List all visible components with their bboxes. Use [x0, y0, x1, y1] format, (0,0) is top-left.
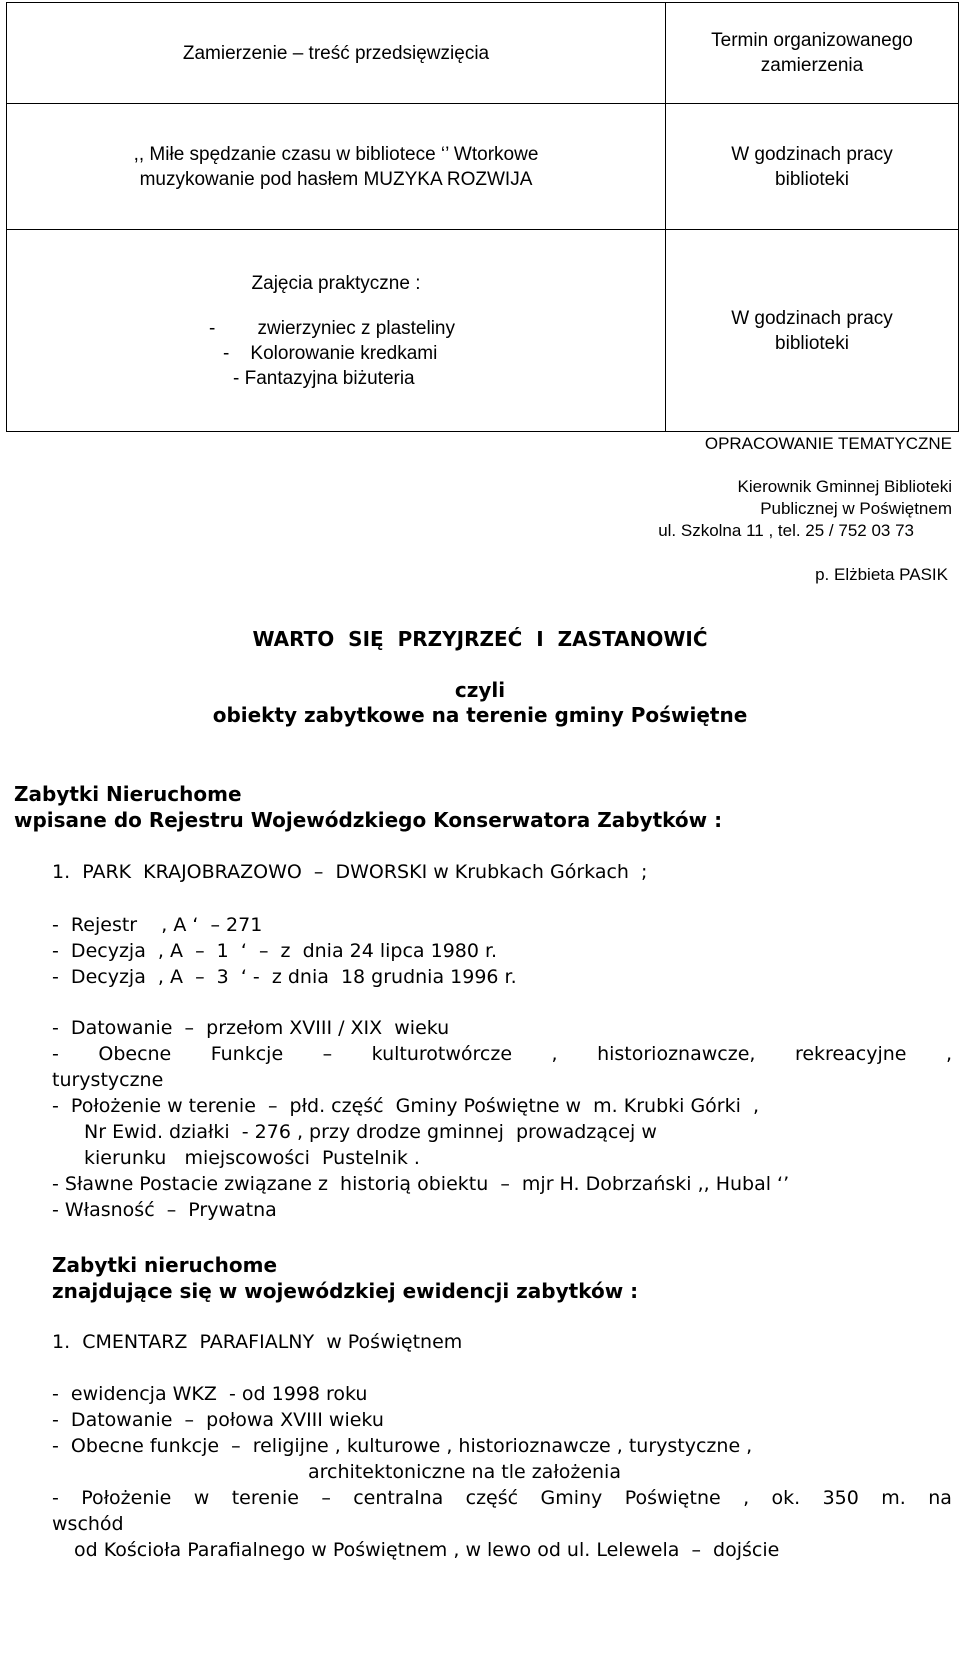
table-row — [7, 230, 959, 432]
word: ok. — [771, 1487, 801, 1509]
section1-line: - Położenie w terenie – płd. część Gminy Poświętne w m. Krubki Górki , — [52, 1095, 760, 1117]
section1-line: - Rejestr , A ‘ – 271 — [52, 914, 263, 936]
word: Położenie — [81, 1487, 172, 1509]
prepared-label: OPRACOWANIE TEMATYCZNE — [704, 434, 952, 453]
activity-line1: ,, Miłe spędzanie czasu w bibliotece ‘’ Wtorkowe — [133, 143, 539, 165]
word: terenie — [231, 1487, 299, 1509]
word: Obecne — [98, 1043, 172, 1065]
subtitle: obiekty zabytkowe na terenie gminy Poświętne — [212, 703, 748, 727]
main-title: WARTO SIĘ PRZYJRZEĆ I ZASTANOWIĆ — [252, 627, 708, 651]
section2-line: od Kościoła Parafialnego w Poświętnem , w lewo od ul. Lelewela – dojście — [74, 1539, 780, 1561]
word: , — [945, 1043, 952, 1065]
activity-cell — [7, 230, 666, 432]
word: Poświętne — [624, 1487, 721, 1509]
section2-line: wschód — [52, 1513, 124, 1535]
word: rekreacyjne — [794, 1043, 907, 1065]
section2-line: - Datowanie – połowa XVIII wieku — [52, 1409, 384, 1431]
section1-line: turystyczne — [52, 1069, 164, 1091]
date-cell — [666, 104, 959, 230]
prepared-by-block — [658, 476, 952, 542]
section2-location-line — [52, 1487, 952, 1509]
header-cell-date — [666, 3, 959, 104]
word: kulturotwórcze — [371, 1043, 513, 1065]
word: centralna — [353, 1487, 444, 1509]
activity-cell — [7, 104, 666, 230]
title-czyli: czyli — [454, 678, 506, 702]
section2-line: - Obecne funkcje – religijne , kulturowe , historioznawcze , turystyczne , — [52, 1435, 753, 1457]
activity-item: - Fantazyjna biżuteria — [232, 367, 415, 389]
word: - — [52, 1043, 59, 1065]
section2-line: architektoniczne na tle założenia — [308, 1461, 621, 1483]
word: – — [321, 1487, 331, 1509]
prepared-address: ul. Szkolna 11 , tel. 25 / 752 03 73 — [658, 521, 914, 540]
word: Gminy — [540, 1487, 603, 1509]
section1-item-title: 1. PARK KRAJOBRAZOWO – DWORSKI w Krubkach Górkach ; — [52, 861, 648, 883]
section1-line: Nr Ewid. działki - 276 , przy drodze gminnej prowadzącej w — [84, 1121, 657, 1143]
word: Funkcje — [210, 1043, 284, 1065]
section2-heading: Zabytki nieruchome — [52, 1253, 278, 1277]
activity-item: - zwierzyniec z plasteliny — [208, 317, 456, 339]
prepared-line1: Kierownik Gminnej Biblioteki — [737, 477, 952, 496]
date-line1: W godzinach pracy — [731, 143, 893, 165]
word: - — [52, 1487, 59, 1509]
word: w — [193, 1487, 210, 1509]
date-cell — [666, 230, 959, 432]
word: , — [551, 1043, 558, 1065]
section2-line: - ewidencja WKZ - od 1998 roku — [52, 1383, 368, 1405]
prepared-line2: Publicznej w Poświętnem — [760, 499, 952, 518]
activity-line2: muzykowanie pod hasłem MUZYKA ROZWIJA — [139, 168, 533, 190]
date-line2: biblioteki — [775, 168, 849, 190]
section1-line: - Datowanie – przełom XVIII / XIX wieku — [52, 1017, 450, 1039]
date-line2: biblioteki — [775, 332, 849, 354]
schedule-table — [6, 2, 959, 432]
table-row — [7, 104, 959, 230]
header-cell-activity — [7, 3, 666, 104]
activity-list — [208, 316, 456, 391]
word: – — [322, 1043, 333, 1065]
section2-item-title: 1. CMENTARZ PARAFIALNY w Poświętnem — [52, 1331, 463, 1353]
header-date-line2: zamierzenia — [760, 55, 864, 76]
section1-subheading: wpisane do Rejestru Wojewódzkiego Konserwatora Zabytków : — [14, 808, 723, 832]
word: część — [465, 1487, 519, 1509]
header-activity-text: Zamierzenie – treść przedsięwzięcia — [182, 42, 490, 64]
section1-line: - Decyzja , A – 3 ‘ - z dnia 18 grudnia 1996 r. — [52, 966, 517, 988]
section1-line: - Decyzja , A – 1 ‘ – z dnia 24 lipca 1980 r. — [52, 940, 498, 962]
section1-line: kierunku miejscowości Pustelnik . — [84, 1147, 420, 1169]
section1-heading: Zabytki Nieruchome — [14, 782, 242, 806]
section1-line: - Własność – Prywatna — [52, 1199, 277, 1221]
table-header-row — [7, 3, 959, 104]
word: na — [928, 1487, 952, 1509]
word: m. — [881, 1487, 906, 1509]
activity-item: - Kolorowanie kredkami — [222, 342, 438, 364]
prepared-author: p. Elżbieta PASIK — [815, 565, 948, 584]
header-date-line1: Termin organizowanego — [711, 30, 913, 51]
section1-functions-line — [52, 1043, 952, 1065]
section2-subheading: znajdujące się w wojewódzkiej ewidencji zabytków : — [52, 1279, 639, 1303]
section1-line: - Sławne Postacie związane z historią obiektu – mjr H. Dobrzański ,, Hubal ‘’ — [52, 1173, 790, 1195]
word: historioznawcze, — [597, 1043, 756, 1065]
word: 350 — [822, 1487, 859, 1509]
word: , — [743, 1487, 750, 1509]
activity-title: Zajęcia praktyczne : — [251, 272, 421, 294]
date-line1: W godzinach pracy — [731, 307, 893, 329]
